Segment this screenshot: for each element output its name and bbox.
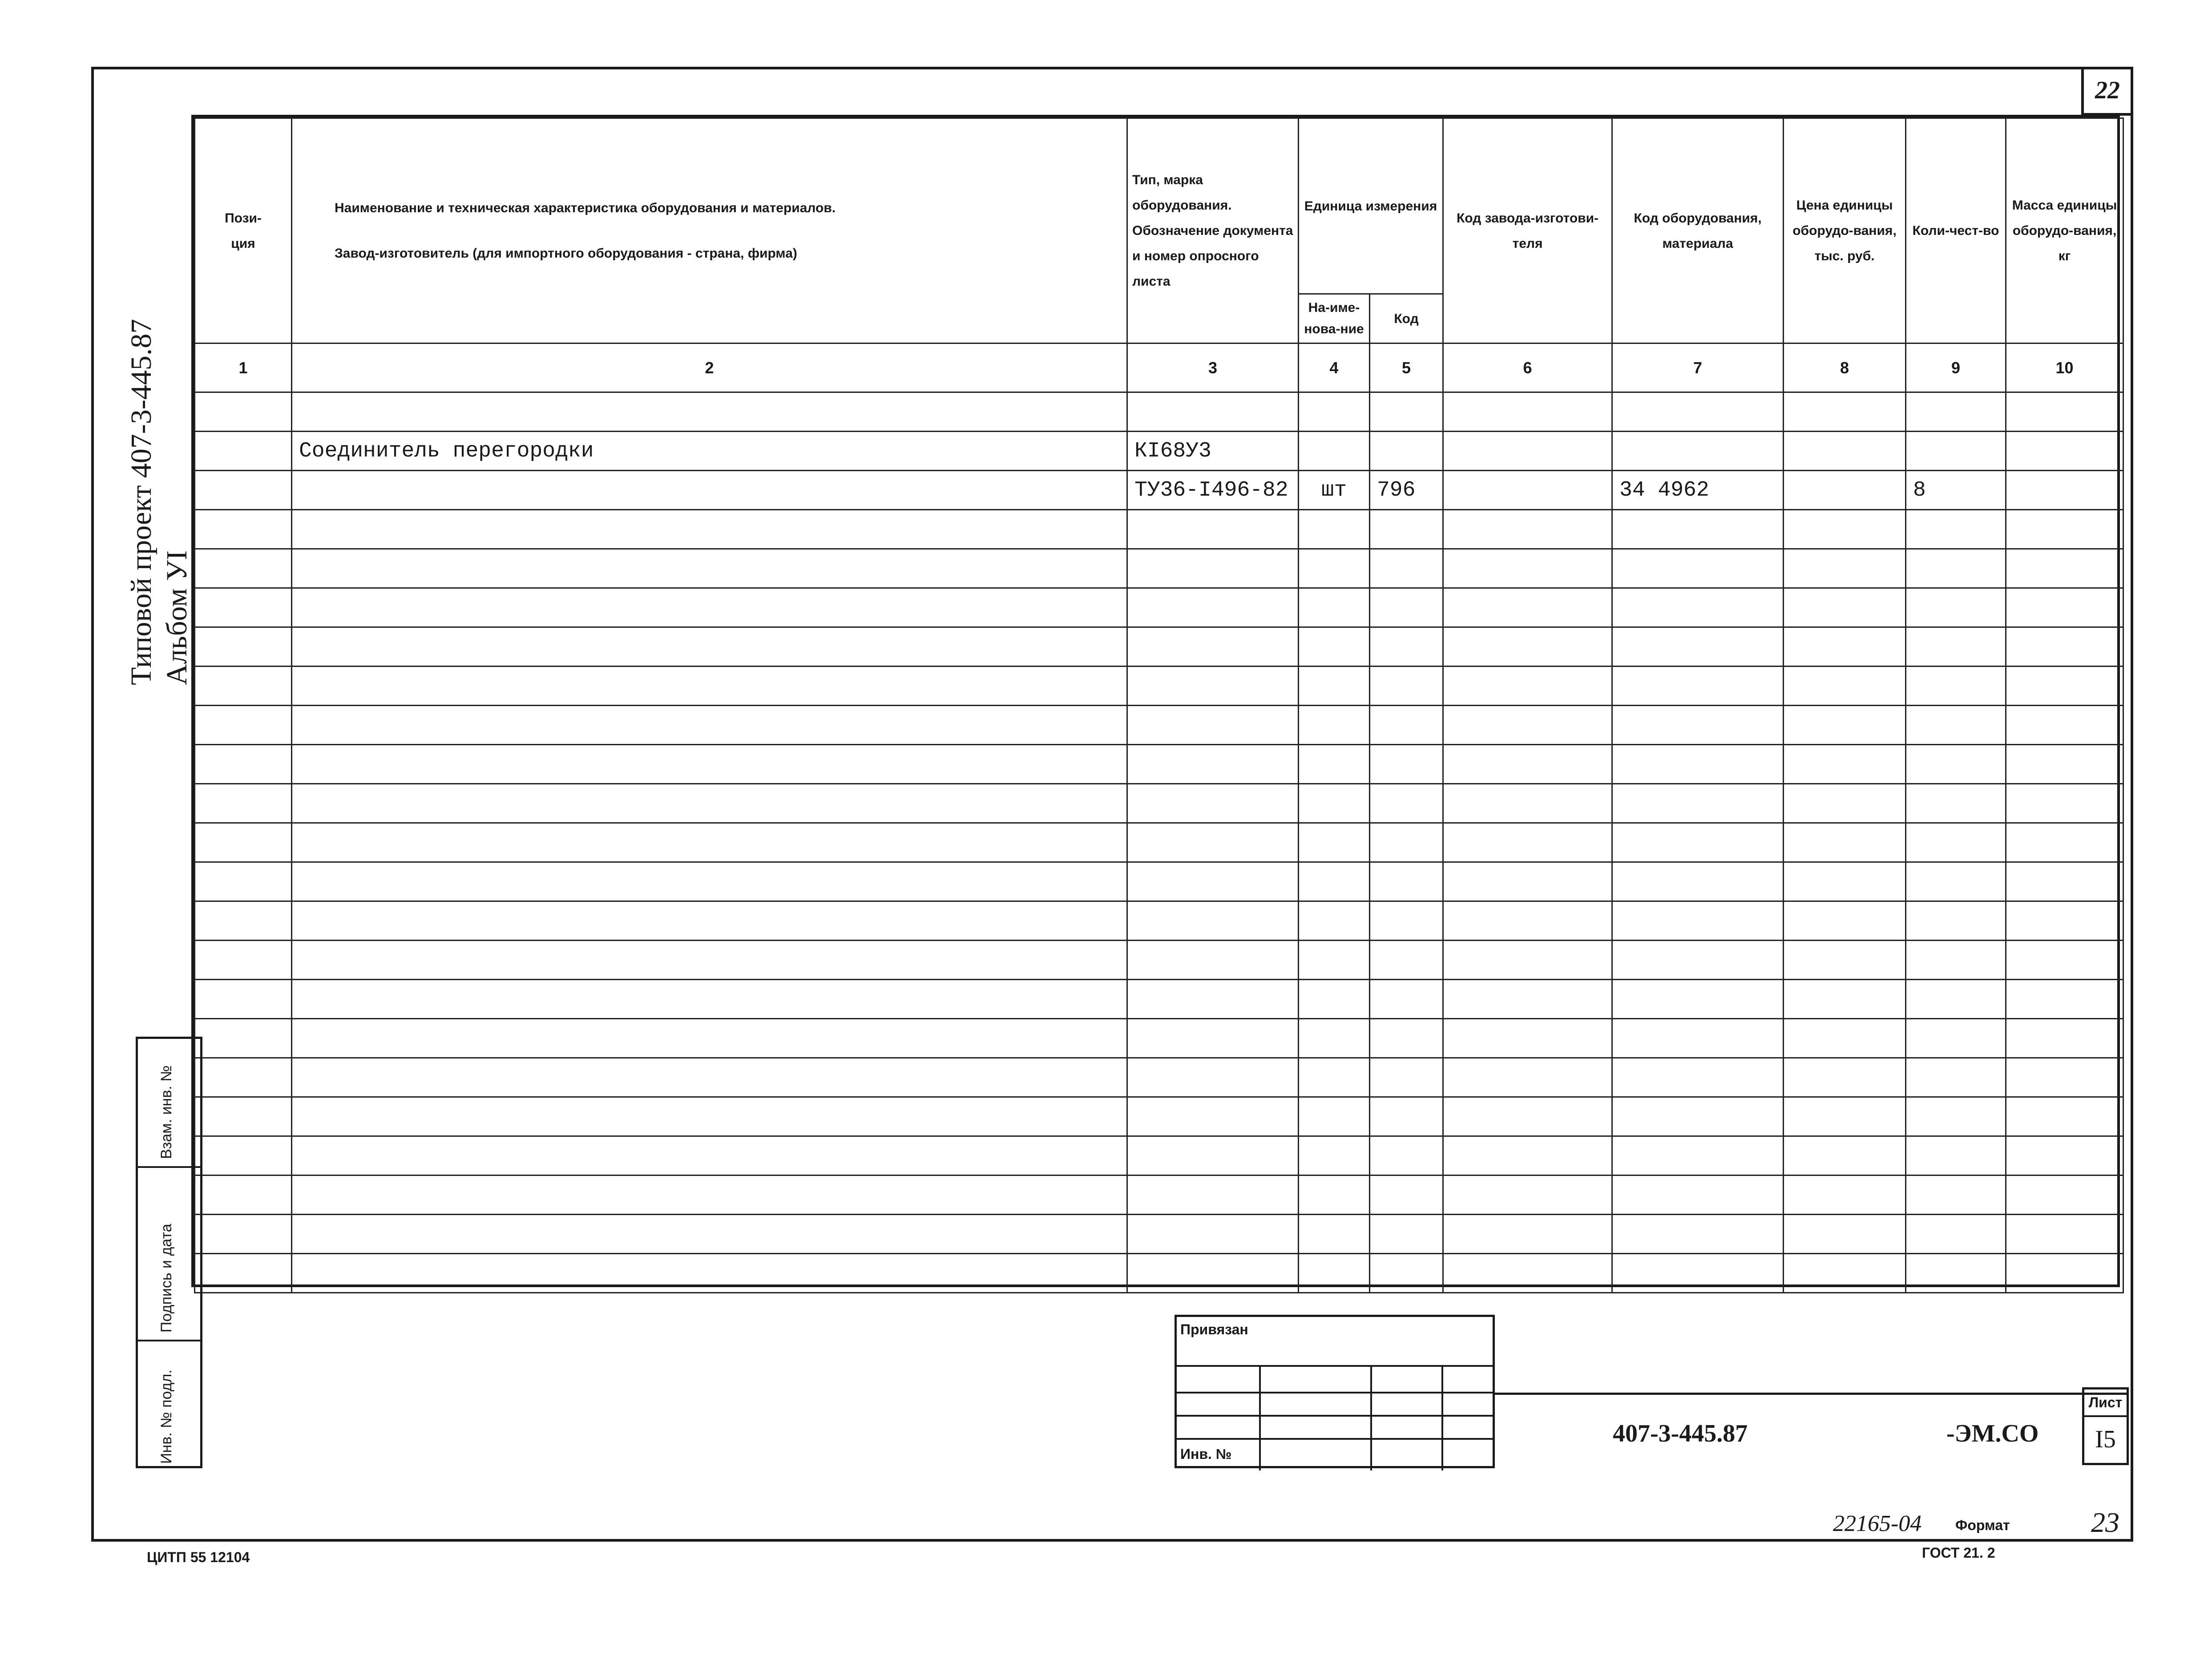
table-row [195, 980, 2123, 1019]
document-code: 407-3-445.87 [1613, 1420, 1748, 1447]
table-row [195, 510, 2123, 549]
table-row [195, 1254, 2123, 1293]
table-row [195, 1019, 2123, 1058]
footer-citp: ЦИТП 55 12104 [147, 1549, 250, 1565]
table-row [195, 549, 2123, 588]
table-row [195, 666, 2123, 706]
column-number: 5 [1370, 343, 1443, 392]
header-price: Цена единицы оборудо-вания, тыс. руб. [1784, 118, 1906, 343]
side-title-project: Типовой проект 407-3-445.87 [125, 319, 157, 685]
specification-table [191, 115, 2120, 1287]
inv-no-label: Инв. № [1180, 1446, 1232, 1462]
document-suffix: -ЭМ.СО [1946, 1420, 2039, 1447]
left-approval-strip [136, 1037, 202, 1468]
header-name-line1: Наименование и техническая характеристика оборудования и материалов. [335, 200, 836, 215]
header-quantity: Коли-чест-во [1906, 118, 2006, 343]
signature-date-label: Подпись и дата [158, 1224, 175, 1333]
header-unit-name: На-име-нова-ние [1299, 294, 1370, 343]
column-number: 4 [1299, 343, 1370, 392]
sheet-label: Лист [2084, 1389, 2127, 1417]
table-row [195, 1097, 2123, 1136]
header-mass: Масса единицы оборудо-вания, кг [2006, 118, 2123, 343]
table-row [195, 627, 2123, 666]
privyazan-label: Привязан [1180, 1321, 1248, 1337]
column-number: 7 [1612, 343, 1784, 392]
header-unit: Единица измерения [1299, 118, 1443, 294]
item-document: ТУ36-I496-82 [1127, 471, 1299, 510]
column-number: 2 [292, 343, 1127, 392]
column-number: 8 [1784, 343, 1906, 392]
item-name: Соединитель перегородки [292, 432, 1127, 471]
table-row [195, 901, 2123, 941]
sheet-number: I5 [2095, 1426, 2116, 1453]
header-unit-code: Код [1370, 294, 1443, 343]
item-type: КI68У3 [1127, 432, 1299, 471]
table-row [195, 392, 2123, 432]
column-number: 10 [2006, 343, 2123, 392]
column-number: 6 [1443, 343, 1612, 392]
gost-label: ГОСТ 21. 2 [1922, 1545, 1995, 1561]
column-number: 1 [195, 343, 292, 392]
header-position: Пози- ция [195, 118, 292, 343]
header-name-line2: Завод-изготовитель (для импортного оборудования - страна, фирма) [335, 246, 797, 261]
table-row [195, 471, 2123, 510]
inv-podl-label: Инв. № подл. [158, 1369, 175, 1464]
table-row [195, 823, 2123, 862]
item-unit-name: шт [1299, 471, 1370, 510]
table-row [195, 862, 2123, 901]
table-row [195, 784, 2123, 823]
table-row [195, 588, 2123, 627]
column-number-row [195, 343, 2123, 392]
vzam-inv-label: Взам. инв. № [158, 1065, 175, 1159]
page-number: 22 [2081, 68, 2131, 116]
handwritten-format: 23 [2091, 1507, 2119, 1538]
handwritten-order: 22165-04 [1833, 1511, 1922, 1536]
table-row [195, 432, 2123, 471]
table-row [195, 1058, 2123, 1097]
side-title-album: Альбом УI [161, 550, 193, 685]
item-quantity: 8 [1906, 471, 2006, 510]
table-row [195, 1136, 2123, 1175]
binding-stamp [1175, 1315, 1495, 1468]
format-label: Формат [1955, 1517, 2010, 1533]
header-equipment-code: Код оборудования, материала [1612, 118, 1784, 343]
sheet-box [2082, 1387, 2129, 1465]
table-row [195, 1215, 2123, 1254]
table-row [195, 745, 2123, 784]
header-maker-code: Код завода-изготови-теля [1443, 118, 1612, 343]
table-row [195, 1175, 2123, 1215]
table-row [195, 941, 2123, 980]
item-equipment-code: 34 4962 [1612, 471, 1784, 510]
table-row [195, 706, 2123, 745]
item-unit-code: 796 [1370, 471, 1443, 510]
header-name [292, 118, 1127, 343]
header-type: Тип, марка оборудования. Обозначение документа и номер опросного листа [1127, 118, 1299, 343]
column-number: 3 [1127, 343, 1299, 392]
column-number: 9 [1906, 343, 2006, 392]
